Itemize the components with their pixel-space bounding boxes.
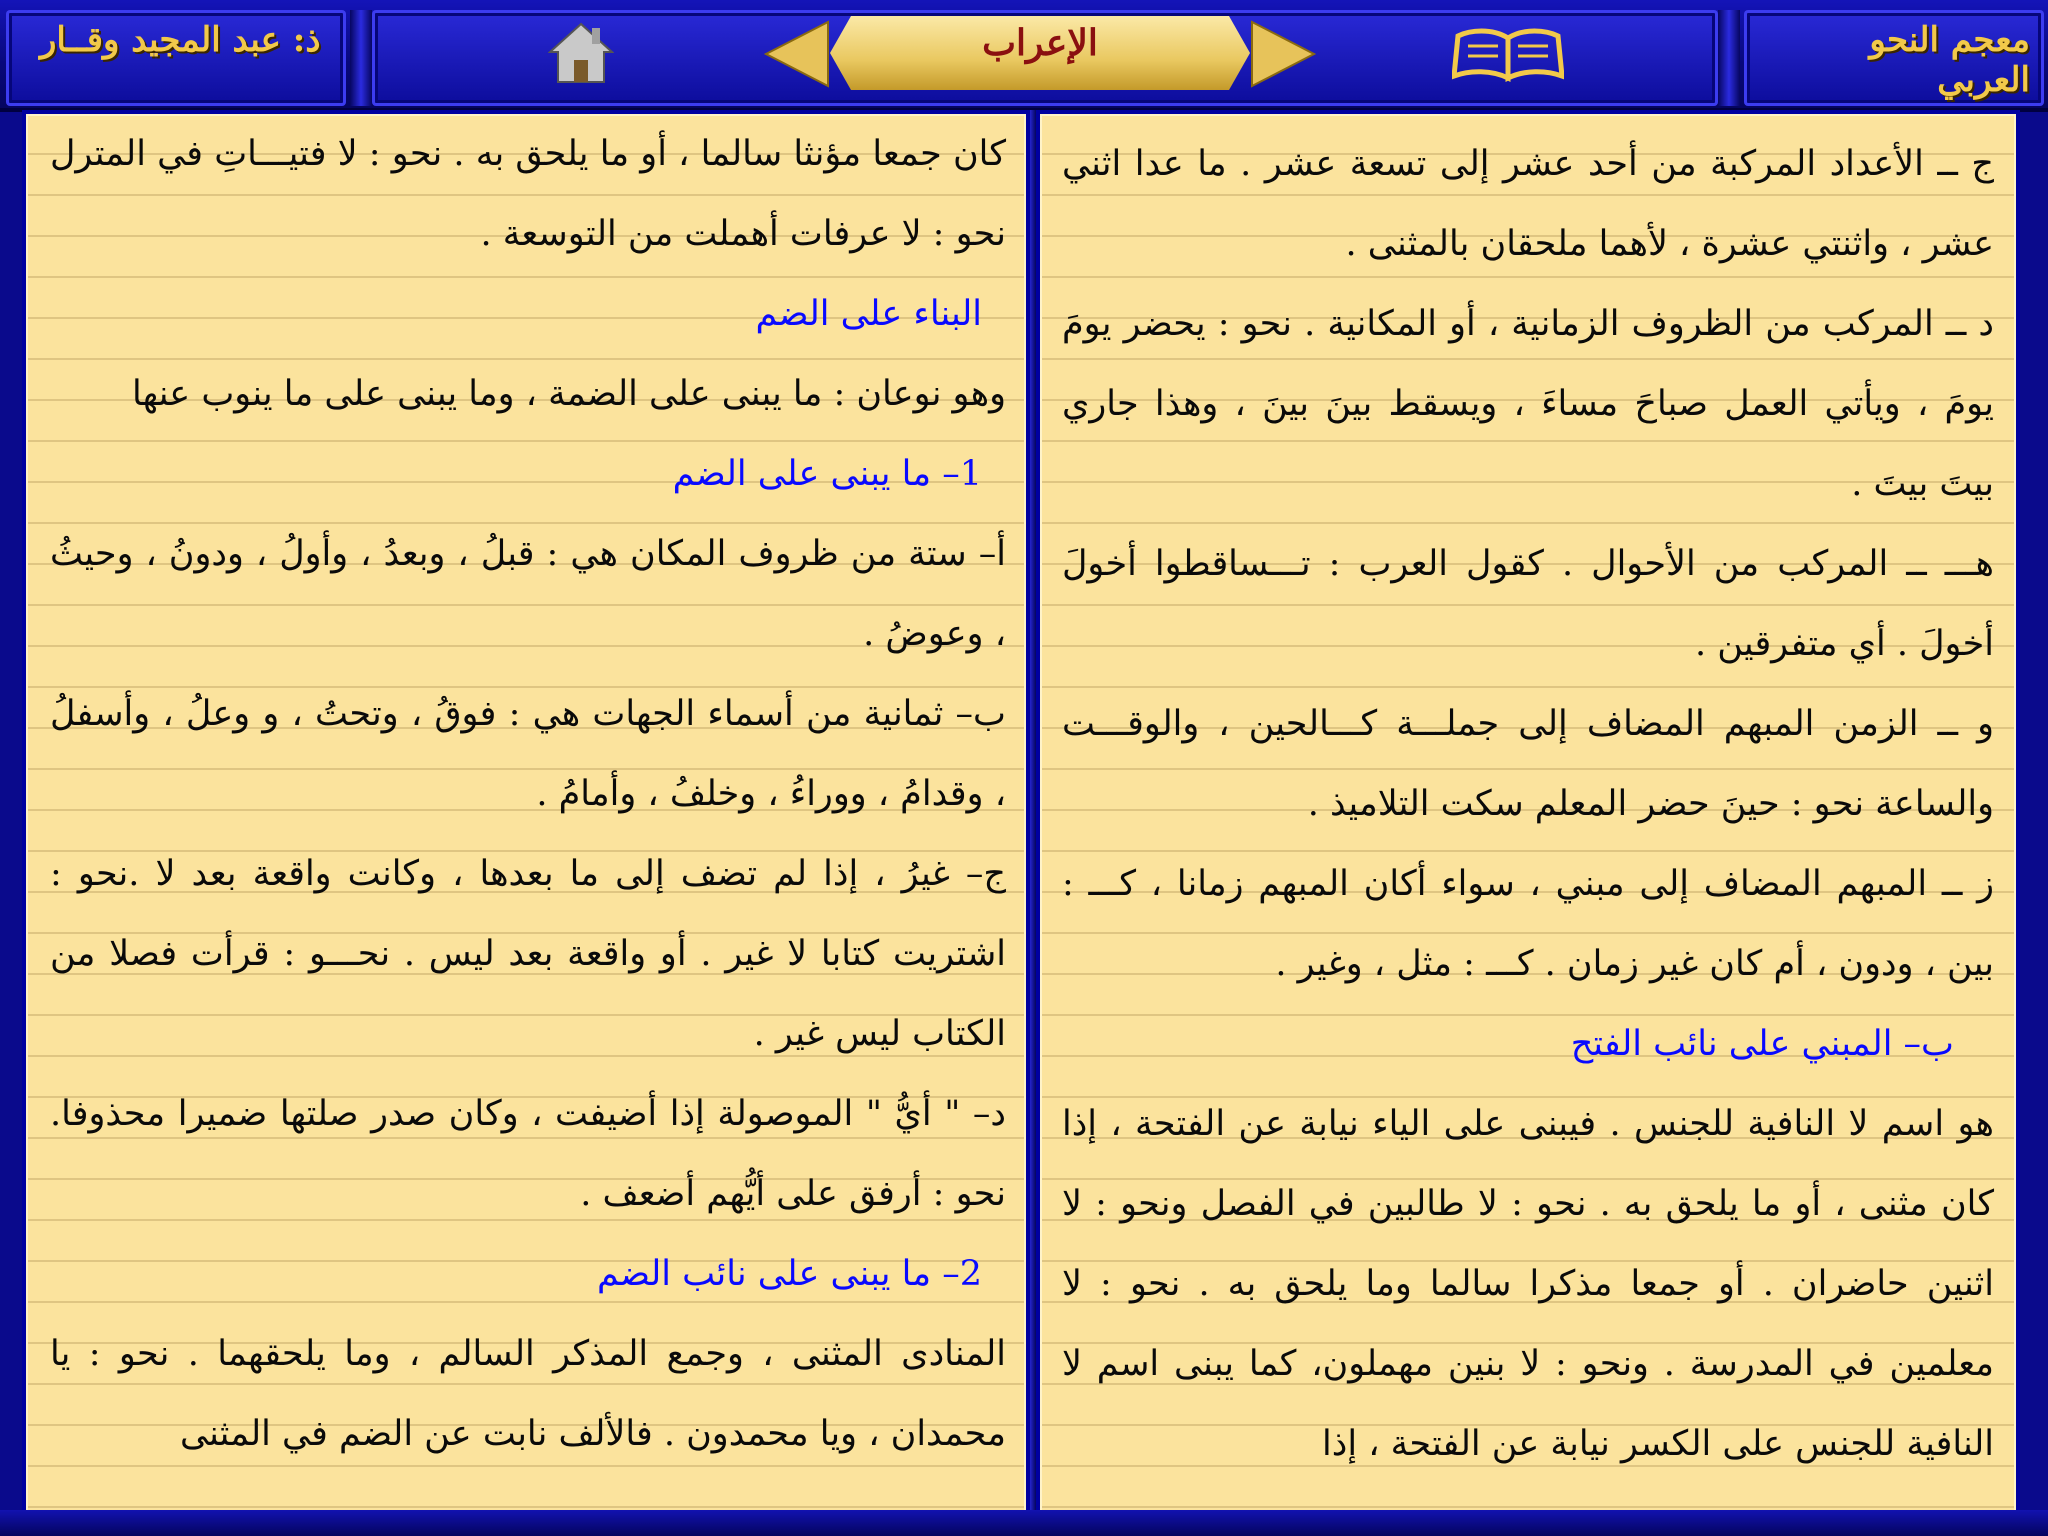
- section-heading: البناء على الضم: [755, 294, 982, 334]
- toolbar-separator: [1718, 10, 1740, 106]
- paragraph: وهو نوعان : ما يبنى على الضمة ، وما يبنى على ما ينوب عنها: [131, 374, 1006, 414]
- paragraph: ز ــ المبهم المضاف إلى مبني ، سواء أكان المبهم زمانا ، كـــ : بين ، ودون ، أم كان غير زمان . كـــ : مثل ، وغير .: [1062, 864, 1994, 984]
- section-heading: ب– المبني على نائب الفتح: [1570, 1024, 1954, 1064]
- toolbar-separator: [350, 10, 372, 106]
- paragraph: و ــ الزمن المبهم المضاف إلى جملـــة كـــالحين ، والوقـــت والساعة نحو : حينَ حضر المعلم سكت التلاميذ .: [1062, 704, 1995, 824]
- content-page-left[interactable]: [22, 110, 1030, 1518]
- paragraph: د– " أيُّ " الموصولة إذا أضيفت ، وكان صدر صلتها ضميرا محذوفا. نحو : أرفق على أيُّهم أضعف .: [50, 1094, 1006, 1214]
- page-title: الإعراب: [982, 22, 1098, 64]
- paragraph: ب– ثمانية من أسماء الجهات هي : فوقُ ، وتحتُ ، و وعلُ ، وأسفلُ ، وقدامُ ، ووراءُ ، وخلفُ ، وأمامُ .: [50, 694, 1006, 814]
- paragraph: هـــ ــ المركب من الأحوال . كقول العرب : تـــساقطوا أخولَ أخولَ . أي متفرقين .: [1062, 544, 1994, 664]
- paragraph: د ــ المركب من الظروف الزمانية ، أو المكانية . نحو : يحضر يومَ يومَ ، ويأتي العمل صباحَ مساءَ ، ويسقط بينَ بينَ ، وهذا جاري بيتَ بيتَ .: [1062, 304, 1994, 504]
- content-page-right[interactable]: [1036, 110, 2020, 1518]
- section-heading: 2– ما يبنى على نائب الضم: [596, 1254, 982, 1294]
- home-icon[interactable]: [548, 20, 614, 86]
- paragraph: المنادى المثنى ، وجمع المذكر السالم ، وما يلحقهما . نحو : يا محمدان ، ويا محمدون . فالألف نابت عن الضم في المثنى: [50, 1334, 1006, 1454]
- paragraph: أ– ستة من ظروف المكان هي : قبلُ ، وبعدُ ، وأولُ ، ودونُ ، وحيثُ ، وعوضُ .: [50, 534, 1006, 654]
- paragraph: كان جمعا مؤنثا سالما ، أو ما يلحق به . نحو : لا فتيـــاتِ في المترل نحو : لا عرفات أهملت من التوسعة .: [50, 134, 1006, 254]
- arrow-left-icon[interactable]: [762, 18, 832, 90]
- paragraph: هو اسم لا النافية للجنس . فيبنى على الياء نيابة عن الفتحة ، إذا كان مثنى ، أو ما يلحق به . نحو : لا طالبين في الفصل ونحو : لا اثنين حاضران . أو جمعا مذكرا سالما وما يلحق به . نحو : لا معلمين في المدرسة . ونحو : لا بنين مهملون، كما يبنى اسم لا النافية للجنس على الكسر نيابة عن الفتحة ، إذا: [1062, 1104, 1994, 1464]
- paragraph: ج– غيرُ ، إذا لم تضف إلى ما بعدها ، وكانت واقعة بعد لا .نحو : اشتريت كتابا لا غير . أو واقعة بعد ليس . نحـــو : قرأت فصلا من الكتاب ليس غير .: [50, 854, 1006, 1054]
- section-heading: 1– ما يبنى على الضم: [672, 454, 982, 494]
- paragraph: ج ــ الأعداد المركبة من أحد عشر إلى تسعة عشر . ما عدا اثني عشر ، واثنتي عشرة ، لأهما ملحقان بالمثنى .: [1062, 144, 1994, 264]
- app-title: معجم النحو العربي: [1869, 20, 2030, 100]
- top-toolbar: [0, 0, 2048, 112]
- bottom-frame: [0, 1510, 2048, 1536]
- author-credit: ذ: عبد المجيد وقــار: [40, 20, 321, 60]
- arrow-right-icon[interactable]: [1248, 18, 1318, 90]
- book-icon[interactable]: [1452, 24, 1564, 84]
